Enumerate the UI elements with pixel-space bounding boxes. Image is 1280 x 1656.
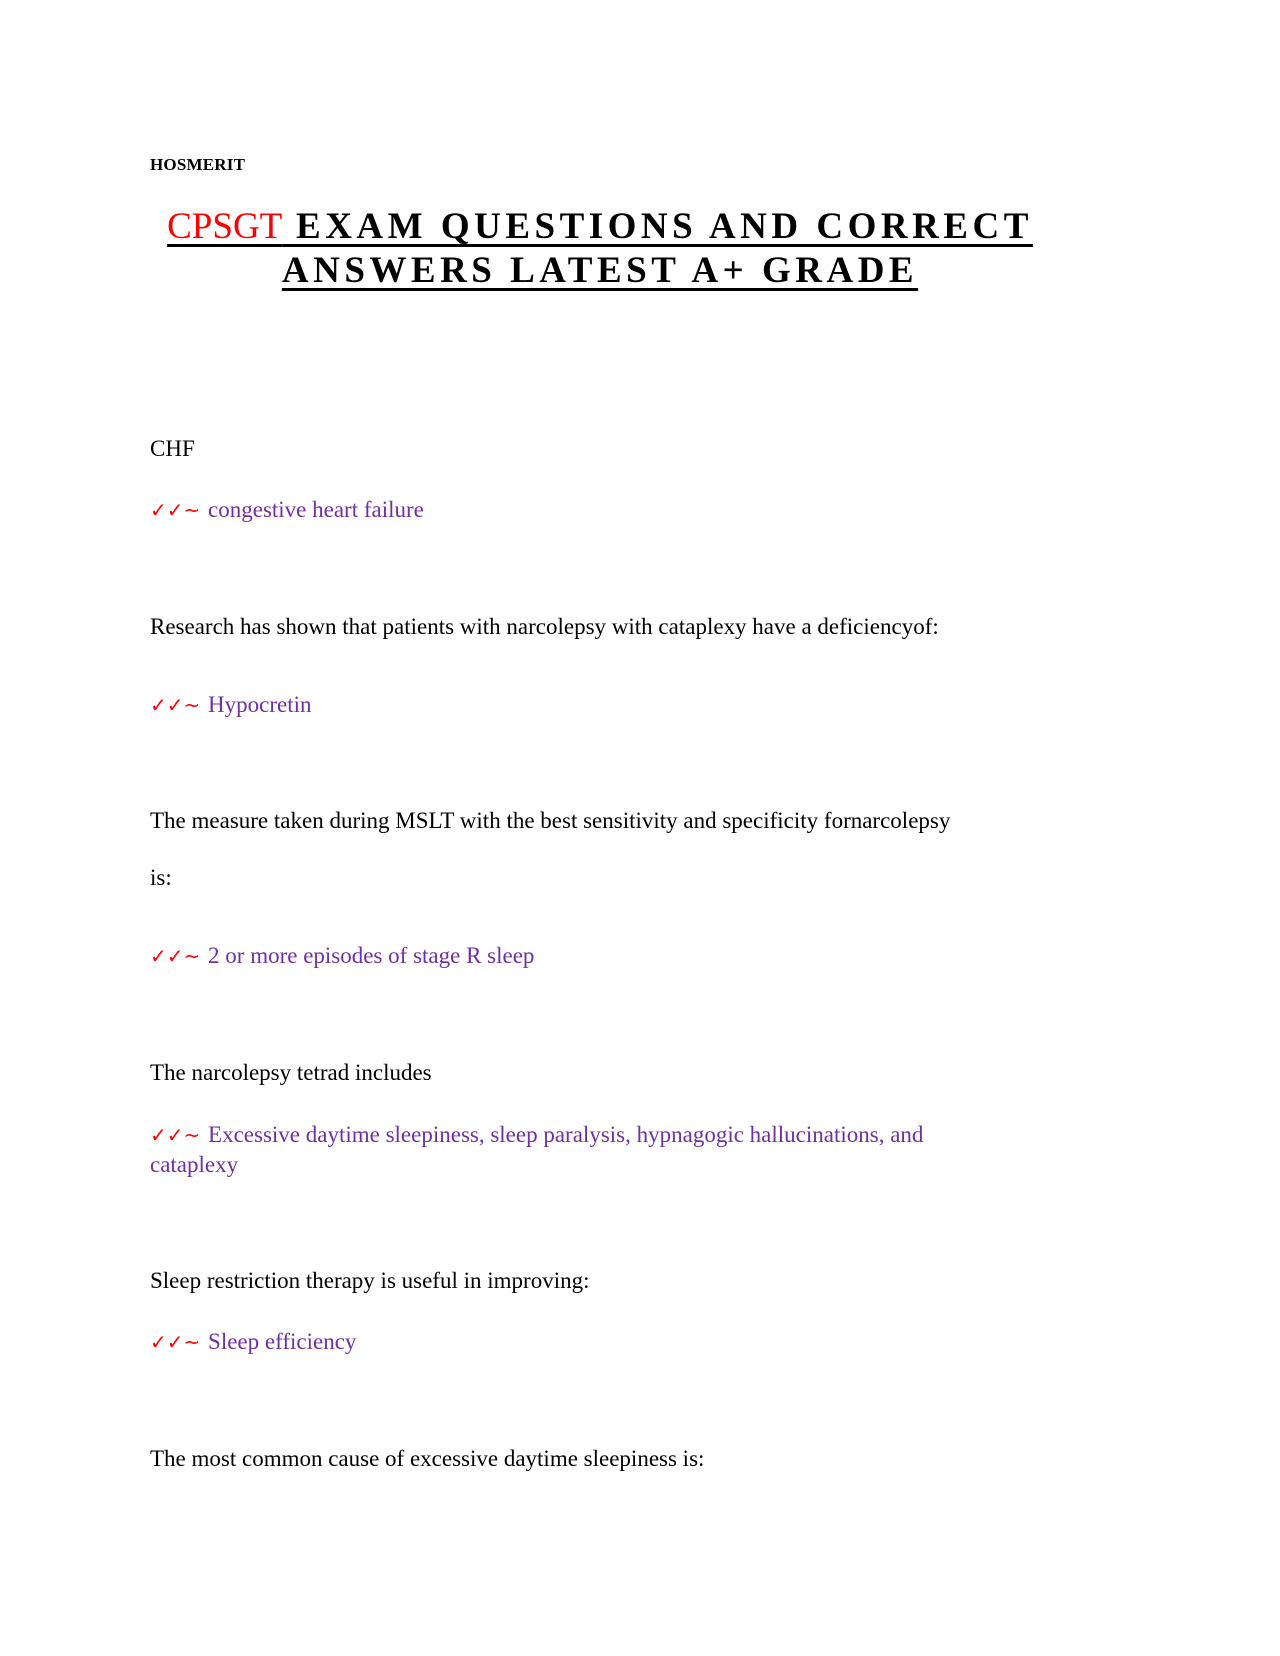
- answer-2: [150, 690, 1010, 720]
- answer-1-text: congestive heart failure: [208, 497, 424, 522]
- answer-4: [150, 1120, 1010, 1179]
- question-3-line-2: is:: [150, 865, 172, 890]
- question-2: Research has shown that patients with narcolepsy with cataplexy have a deficiencyof:: [150, 614, 939, 639]
- answer-4-text: Excessive daytime sleepiness, sleep paralysis, hypnagogic hallucinations, and cataplexy: [150, 1122, 924, 1177]
- check-mark-icon: ✓✓~: [150, 944, 201, 968]
- check-mark-icon: ✓✓~: [150, 693, 201, 717]
- question-4: The narcolepsy tetrad includes: [150, 1060, 432, 1085]
- title-line-1-text: EXAM QUESTIONS AND CORRECT: [282, 206, 1033, 247]
- question-3-line-1: The measure taken during MSLT with the best sensitivity and specificity fornarcolepsy: [150, 808, 951, 833]
- question-5: Sleep restriction therapy is useful in improving:: [150, 1268, 590, 1293]
- answer-5: [150, 1327, 1010, 1357]
- check-mark-icon: ✓✓~: [150, 1123, 201, 1147]
- brand-header: HOSMERIT: [150, 155, 246, 174]
- question-6: The most common cause of excessive daytime sleepiness is:: [150, 1446, 705, 1471]
- answer-5-text: Sleep efficiency: [208, 1329, 357, 1354]
- check-mark-icon: ✓✓~: [150, 498, 201, 522]
- document-title: [150, 205, 1050, 293]
- answer-3: [150, 941, 1010, 971]
- title-line-2: ANSWERS LATEST A+ GRADE: [281, 250, 919, 291]
- title-line-1: [167, 206, 1033, 247]
- check-mark-icon: ✓✓~: [150, 1330, 201, 1354]
- question-1: CHF: [150, 436, 195, 461]
- title-accent: CPSGT: [167, 206, 283, 247]
- answer-3-text: 2 or more episodes of stage R sleep: [208, 943, 535, 968]
- answer-1: [150, 495, 1010, 525]
- answer-2-text: Hypocretin: [208, 692, 312, 717]
